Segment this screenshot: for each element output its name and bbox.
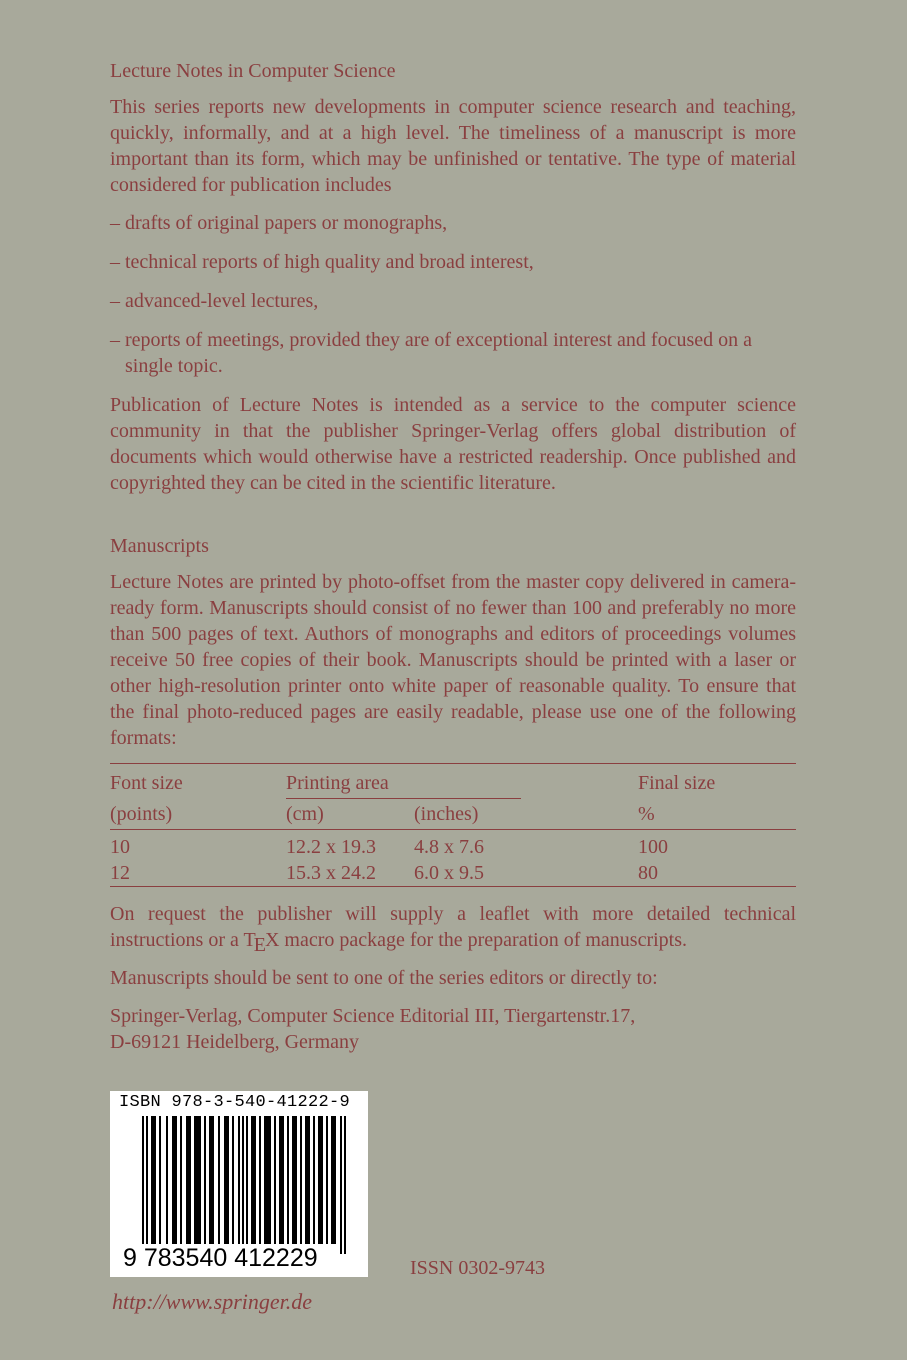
publisher-url[interactable]: http://www.springer.de bbox=[112, 1289, 313, 1314]
series-title: Lecture Notes in Computer Science bbox=[110, 60, 396, 82]
table-row: 12 15.3 x 24.2 6.0 x 9.5 80 bbox=[110, 860, 796, 887]
address-line: D-69121 Heidelberg, Germany bbox=[110, 1031, 360, 1053]
send-paragraph: Manuscripts should be sent to one of the series editors or directly to: bbox=[110, 967, 658, 989]
table-header-cell: (cm) bbox=[286, 799, 414, 830]
issn: ISSN 0302-9743 bbox=[410, 1257, 546, 1279]
material-list bbox=[110, 210, 796, 379]
table-header-cell: Font size bbox=[110, 764, 286, 800]
manuscripts-heading: Manuscripts bbox=[110, 535, 209, 557]
table-row: 10 12.2 x 19.3 4.8 x 7.6 100 bbox=[110, 836, 668, 858]
list-item: – technical reports of high quality and broad interest, bbox=[110, 251, 534, 273]
barcode-bars-icon bbox=[142, 1116, 347, 1254]
intro-paragraph: This series reports new developments in computer science research and teaching, quickly, informally, and at a high level. The timeliness of a manuscript is more important than its form, which may be unfinished or tentative. The type of material considered for publication includes bbox=[110, 96, 796, 196]
address bbox=[110, 1003, 796, 1055]
tex-logo: TEX bbox=[243, 929, 280, 956]
back-cover-text bbox=[110, 58, 796, 1055]
publication-paragraph: Publication of Lecture Notes is intended as a service to the computer science community in that the publisher Springer-Verlag offers global distribution of documents which would otherwise have a restricted readership. Once published and copyrighted they can be cited in the scientific literature. bbox=[110, 394, 796, 494]
table-header-cell: Printing area bbox=[286, 768, 521, 799]
isbn-barcode bbox=[110, 1091, 368, 1277]
list-item: – reports of meetings, provided they are of exceptional interest and focused on a single topic. bbox=[110, 329, 753, 377]
isbn-label: ISBN 978-3-540-41222-9 bbox=[119, 1093, 351, 1112]
table-header-cell: (points) bbox=[110, 799, 286, 830]
table-header-cell: Final size bbox=[638, 764, 796, 800]
table-header-cell: (inches) bbox=[414, 799, 638, 830]
table-header-cell: % bbox=[638, 799, 796, 830]
list-item: – drafts of original papers or monographs, bbox=[110, 212, 448, 234]
isbn-digits: 9 783540 412229 bbox=[123, 1244, 318, 1272]
manuscripts-paragraph: Lecture Notes are printed by photo-offset from the master copy delivered in camera-ready form. Manuscripts should consist of no fewer than 100 and preferably no more than 500 pages of text. Authors of monographs and editors of proceedings volumes receive 50 free copies of their book. Manuscripts should be printed with a laser or other high-resolution printer onto white paper of reasonable quality. To ensure that the final photo-reduced pages are easily readable, please use one of the following formats: bbox=[110, 571, 796, 749]
address-line: Springer-Verlag, Computer Science Editorial III, Tiergartenstr.17, bbox=[110, 1005, 636, 1027]
request-paragraph: On request the publisher will supply a leaflet with more detailed technical instructions or a TEX macro package for the preparation of manuscripts. bbox=[110, 903, 796, 956]
list-item: – advanced-level lectures, bbox=[110, 290, 319, 312]
formats-table bbox=[110, 763, 796, 887]
